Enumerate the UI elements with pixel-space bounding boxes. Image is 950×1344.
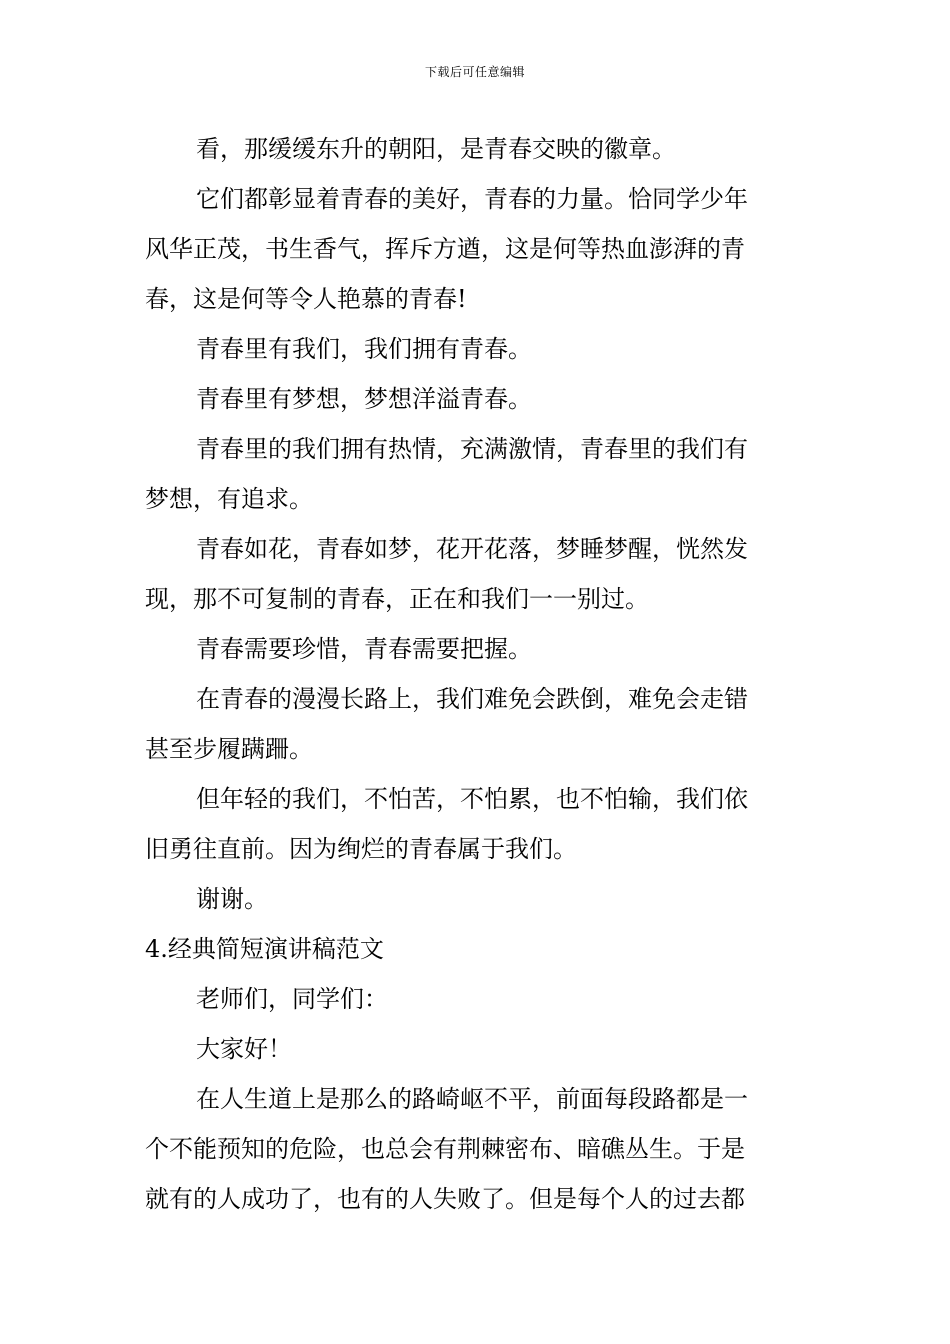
paragraph-line: 谢谢。 [196,885,268,913]
paragraph-line: 梦想，有追求。 [145,485,313,513]
paragraph-line: 看，那缓缓东升的朝阳，是青春交映的徽章。 [196,135,676,163]
paragraph-line: 现，那不可复制的青春，正在和我们一一别过。 [145,585,649,613]
paragraph-line: 个不能预知的危险，也总会有荆棘密布、暗礁丛生。于是 [145,1135,745,1163]
paragraph-line: 旧勇往直前。因为绚烂的青春属于我们。 [145,835,577,863]
paragraph-line: 青春如花，青春如梦，花开花落，梦睡梦醒，恍然发 [196,535,748,563]
paragraph-line: 青春里有梦想，梦想洋溢青春。 [196,385,532,413]
paragraph-line: 青春里有我们，我们拥有青春。 [196,335,532,363]
paragraph-line: 它们都彰显着青春的美好，青春的力量。恰同学少年 [196,185,748,213]
paragraph-line: 青春里的我们拥有热情，充满激情，青春里的我们有 [196,435,748,463]
paragraph-line: 但年轻的我们，不怕苦，不怕累，也不怕输，我们依 [196,785,748,813]
paragraph-line: 在人生道上是那么的路崎岖不平，前面每段路都是一 [196,1085,748,1113]
salutation-line: 老师们，同学们： [196,985,388,1013]
paragraph-line: 青春需要珍惜，青春需要把握。 [196,635,532,663]
paragraph-line: 风华正茂，书生香气，挥斥方遒，这是何等热血澎湃的青 [145,235,745,263]
paragraph-line: 春，这是何等令人艳慕的青春! [145,285,467,313]
page-header: 下载后可任意编辑 [424,65,525,79]
paragraph-line: 就有的人成功了，也有的人失败了。但是每个人的过去都 [145,1185,745,1213]
paragraph-line: 在青春的漫漫长路上，我们难免会跌倒，难免会走错 [196,685,748,713]
document-body [145,124,807,1224]
section-heading: 4.经典简短演讲稿范文 [145,935,384,963]
greeting-line: 大家好！ [196,1035,292,1063]
paragraph-line: 甚至步履蹒跚。 [145,735,313,763]
